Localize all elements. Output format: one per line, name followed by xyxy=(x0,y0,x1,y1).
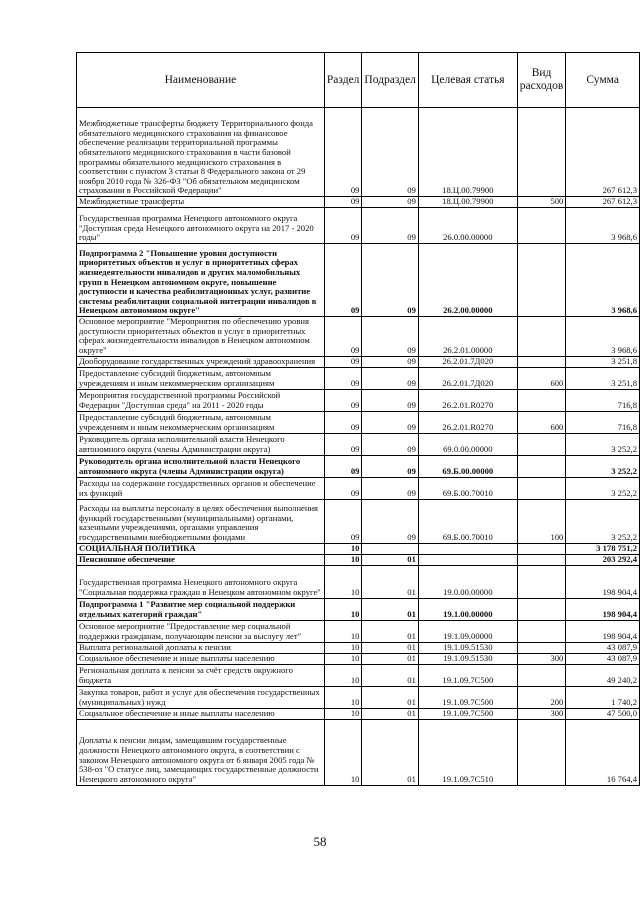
cell-sum: 1 740,2 xyxy=(566,686,640,708)
cell-vid: 500 xyxy=(517,197,566,208)
cell-sum: 43 087,9 xyxy=(566,653,640,664)
cell-podrazdel: 01 xyxy=(362,719,418,785)
cell-sum: 47 500,0 xyxy=(566,708,640,719)
cell-podrazdel: 09 xyxy=(362,455,418,477)
cell-podrazdel: 01 xyxy=(362,554,418,565)
cell-razdel: 09 xyxy=(324,317,362,357)
cell-name: Расходы на выплаты персоналу в целях обеспечения выполнения функций государственными (муниципальными) органами, казенными учреждениями, органами управления государственными внебюджетными фондами xyxy=(77,499,325,543)
header-row xyxy=(77,53,640,108)
cell-razdel: 10 xyxy=(324,543,362,554)
cell-target: 19.0.00.00000 xyxy=(418,565,517,598)
cell-target: 19.1.00.00000 xyxy=(418,598,517,620)
table-row xyxy=(77,197,640,208)
cell-podrazdel: 01 xyxy=(362,708,418,719)
cell-razdel: 09 xyxy=(324,197,362,208)
cell-sum: 3 968,6 xyxy=(566,244,640,317)
cell-name: Основное мероприятие "Мероприятия по обеспечению уровня доступности приоритетных объектов и услуг в приоритетных сферах жизнедеятельности инвалидов в Ненецком автономном округе" xyxy=(77,317,325,357)
cell-vid xyxy=(517,719,566,785)
cell-vid xyxy=(517,554,566,565)
cell-name: Социальное обеспечение и иные выплаты населению xyxy=(77,653,325,664)
cell-sum: 3 968,6 xyxy=(566,208,640,244)
cell-podrazdel: 01 xyxy=(362,598,418,620)
cell-vid xyxy=(517,543,566,554)
header-name: Наименование xyxy=(77,53,325,108)
cell-razdel: 09 xyxy=(324,108,362,197)
cell-podrazdel: 09 xyxy=(362,411,418,433)
table-row xyxy=(77,642,640,653)
cell-name: Мероприятия государственной программы Российской Федерации "Доступная среда" на 2011 - 2020 годы xyxy=(77,389,325,411)
cell-sum: 3 252,2 xyxy=(566,433,640,455)
cell-podrazdel xyxy=(362,543,418,554)
cell-name: Предоставление субсидий бюджетным, автономным учреждениям и иным некоммерческим организациям xyxy=(77,367,325,389)
table-row xyxy=(77,620,640,642)
cell-sum: 203 292,4 xyxy=(566,554,640,565)
cell-target: 19.1.09.7C510 xyxy=(418,719,517,785)
cell-vid xyxy=(517,664,566,686)
cell-vid xyxy=(517,598,566,620)
cell-razdel: 09 xyxy=(324,477,362,499)
cell-sum: 3 252,2 xyxy=(566,499,640,543)
cell-podrazdel: 09 xyxy=(362,477,418,499)
cell-target: 19.1.09.51530 xyxy=(418,653,517,664)
cell-target: 19.1.09.7C500 xyxy=(418,708,517,719)
table-row xyxy=(77,244,640,317)
cell-sum: 3 252,2 xyxy=(566,455,640,477)
cell-target: 69.Б.00.70010 xyxy=(418,477,517,499)
cell-name: Региональная доплата к пенсии за счёт средств окружного бюджета xyxy=(77,664,325,686)
cell-podrazdel: 09 xyxy=(362,108,418,197)
cell-razdel: 10 xyxy=(324,642,362,653)
cell-vid xyxy=(517,455,566,477)
cell-razdel: 09 xyxy=(324,455,362,477)
header-razdel: Раздел xyxy=(324,53,362,108)
cell-vid xyxy=(517,244,566,317)
cell-target: 18.Ц.00.79900 xyxy=(418,108,517,197)
table-row xyxy=(77,389,640,411)
cell-vid xyxy=(517,642,566,653)
cell-vid: 300 xyxy=(517,708,566,719)
cell-sum: 43 087,9 xyxy=(566,642,640,653)
table-body xyxy=(77,108,640,786)
cell-sum: 49 240,2 xyxy=(566,664,640,686)
cell-razdel: 10 xyxy=(324,686,362,708)
table-row xyxy=(77,477,640,499)
cell-sum: 3 252,2 xyxy=(566,477,640,499)
cell-target: 19.1.09.51530 xyxy=(418,642,517,653)
cell-sum: 16 764,4 xyxy=(566,719,640,785)
cell-name: Доплаты к пенсии лицам, замещавшим государственные должности Ненецкого автономного округа, в соответствии с законом Ненецкого автономного округа от 6 января 2005 года № 538-оз "О статусе лиц, замещающих государственные должности Ненецкого автономного округа" xyxy=(77,719,325,785)
table-row xyxy=(77,653,640,664)
cell-sum: 267 612,3 xyxy=(566,108,640,197)
cell-target: 69.Б.00.70010 xyxy=(418,499,517,543)
cell-name: Предоставление субсидий бюджетным, автономным учреждениям и иным некоммерческим организациям xyxy=(77,411,325,433)
cell-podrazdel: 09 xyxy=(362,317,418,357)
cell-vid: 600 xyxy=(517,411,566,433)
cell-razdel: 10 xyxy=(324,708,362,719)
cell-target: 18.Ц.00.79900 xyxy=(418,197,517,208)
cell-razdel: 10 xyxy=(324,653,362,664)
cell-sum: 3 251,8 xyxy=(566,367,640,389)
table-row xyxy=(77,598,640,620)
cell-podrazdel: 01 xyxy=(362,686,418,708)
cell-vid: 300 xyxy=(517,653,566,664)
cell-target: 19.1.09.00000 xyxy=(418,620,517,642)
table-row xyxy=(77,433,640,455)
cell-razdel: 10 xyxy=(324,598,362,620)
page-number: 58 xyxy=(313,834,327,849)
cell-podrazdel: 09 xyxy=(362,389,418,411)
cell-vid xyxy=(517,317,566,357)
cell-name: Основное мероприятие "Предоставление мер социальной поддержки гражданам, получающим пенсии за выслугу лет" xyxy=(77,620,325,642)
table-row xyxy=(77,455,640,477)
table-row xyxy=(77,719,640,785)
cell-name: Руководитель органа исполнительной власти Ненецкого автономного округа (члены Администрации округа) xyxy=(77,455,325,477)
cell-vid xyxy=(517,356,566,367)
cell-razdel: 10 xyxy=(324,620,362,642)
cell-target: 19.1.09.7C500 xyxy=(418,664,517,686)
cell-name: СОЦИАЛЬНАЯ ПОЛИТИКА xyxy=(77,543,325,554)
cell-vid xyxy=(517,565,566,598)
cell-name: Социальное обеспечение и иные выплаты населению xyxy=(77,708,325,719)
cell-target: 26.2.01.00000 xyxy=(418,317,517,357)
cell-name: Подпрограмма 1 "Развитие мер социальной поддержки отдельных категорий граждан" xyxy=(77,598,325,620)
table-row xyxy=(77,543,640,554)
cell-razdel: 09 xyxy=(324,499,362,543)
cell-sum: 716,8 xyxy=(566,389,640,411)
cell-podrazdel: 09 xyxy=(362,367,418,389)
cell-name: Расходы на содержание государственных органов и обеспечение их функций xyxy=(77,477,325,499)
cell-name: Руководитель органа исполнительной власти Ненецкого автономного округа (члены Администрации округа) xyxy=(77,433,325,455)
cell-sum: 3 968,6 xyxy=(566,317,640,357)
cell-target: 26.2.01.R0270 xyxy=(418,411,517,433)
cell-podrazdel: 01 xyxy=(362,620,418,642)
table-row xyxy=(77,356,640,367)
cell-target xyxy=(418,543,517,554)
cell-vid xyxy=(517,433,566,455)
cell-target: 69.0.00.00000 xyxy=(418,433,517,455)
cell-podrazdel: 01 xyxy=(362,664,418,686)
cell-sum: 716,8 xyxy=(566,411,640,433)
cell-razdel: 10 xyxy=(324,664,362,686)
cell-vid xyxy=(517,108,566,197)
table-row xyxy=(77,686,640,708)
cell-target: 26.0.00.00000 xyxy=(418,208,517,244)
cell-podrazdel: 09 xyxy=(362,208,418,244)
cell-target xyxy=(418,554,517,565)
cell-sum: 3 251,8 xyxy=(566,356,640,367)
cell-razdel: 09 xyxy=(324,411,362,433)
table-row xyxy=(77,554,640,565)
cell-vid xyxy=(517,208,566,244)
cell-razdel: 09 xyxy=(324,433,362,455)
cell-target: 69.Б.00.00000 xyxy=(418,455,517,477)
table-row xyxy=(77,317,640,357)
cell-vid xyxy=(517,389,566,411)
header-target: Целевая статья xyxy=(418,53,517,108)
cell-razdel: 10 xyxy=(324,719,362,785)
header-sum: Сумма xyxy=(566,53,640,108)
table-row xyxy=(77,367,640,389)
cell-name: Подпрограмма 2 "Повышение уровня доступности приоритетных объектов и услуг в приоритетных сферах жизнедеятельности инвалидов и других маломобильных групп в Ненецком автономном округе, повышение доступности и качества реабилитационных услуг, развитие системы реабилитации социальной интеграции инвалидов в Ненецком автономном округе" xyxy=(77,244,325,317)
cell-razdel: 09 xyxy=(324,244,362,317)
budget-table xyxy=(76,52,640,786)
table-row xyxy=(77,208,640,244)
header-vid: Вид расходов xyxy=(517,53,566,108)
cell-vid xyxy=(517,620,566,642)
table-row xyxy=(77,565,640,598)
cell-name: Государственная программа Ненецкого автономного округа "Социальная поддержка граждан в Ненецком автономном округе" xyxy=(77,565,325,598)
cell-target: 26.2.01.R0270 xyxy=(418,389,517,411)
cell-target: 26.2.00.00000 xyxy=(418,244,517,317)
header-podrazdel: Подраздел xyxy=(362,53,418,108)
cell-podrazdel: 01 xyxy=(362,642,418,653)
cell-target: 19.1.09.7C500 xyxy=(418,686,517,708)
cell-vid: 600 xyxy=(517,367,566,389)
cell-vid: 200 xyxy=(517,686,566,708)
cell-podrazdel: 01 xyxy=(362,565,418,598)
table-row xyxy=(77,708,640,719)
table-row xyxy=(77,664,640,686)
table-row xyxy=(77,108,640,197)
table-row xyxy=(77,411,640,433)
cell-name: Дооборудование государственных учреждений здравоохранения xyxy=(77,356,325,367)
cell-razdel: 09 xyxy=(324,389,362,411)
cell-name: Межбюджетные трансферты xyxy=(77,197,325,208)
cell-podrazdel: 09 xyxy=(362,356,418,367)
cell-razdel: 09 xyxy=(324,356,362,367)
cell-target: 26.2.01.7Д020 xyxy=(418,367,517,389)
cell-sum: 198 904,4 xyxy=(566,565,640,598)
cell-razdel: 10 xyxy=(324,565,362,598)
cell-name: Пенсионное обеспечение xyxy=(77,554,325,565)
table-header xyxy=(77,53,640,108)
cell-sum: 267 612,3 xyxy=(566,197,640,208)
cell-sum: 198 904,4 xyxy=(566,598,640,620)
cell-podrazdel: 01 xyxy=(362,653,418,664)
cell-name: Государственная программа Ненецкого автономного округа "Доступная среда Ненецкого автономного округа на 2017 - 2020 годы" xyxy=(77,208,325,244)
cell-vid: 100 xyxy=(517,499,566,543)
cell-sum: 3 178 751,2 xyxy=(566,543,640,554)
table-row xyxy=(77,499,640,543)
cell-vid xyxy=(517,477,566,499)
cell-sum: 198 904,4 xyxy=(566,620,640,642)
cell-razdel: 10 xyxy=(324,554,362,565)
cell-name: Выплата региональной доплаты к пенсии xyxy=(77,642,325,653)
cell-razdel: 09 xyxy=(324,208,362,244)
cell-podrazdel: 09 xyxy=(362,499,418,543)
cell-name: Межбюджетные трансферты бюджету Территориального фонда обязательного медицинского страхования на финансовое обеспечение реализации территориальной программы обязательного медицинского страхования в части базовой программы обязательного медицинского страхования в соответствии с пунктом 3 статьи 8 Федерального закона от 29 ноября 2010 года № 326-ФЗ "Об обязательном медицинском страховании в Российской Федерации" xyxy=(77,108,325,197)
cell-podrazdel: 09 xyxy=(362,244,418,317)
cell-podrazdel: 09 xyxy=(362,197,418,208)
cell-target: 26.2.01.7Д020 xyxy=(418,356,517,367)
cell-podrazdel: 09 xyxy=(362,433,418,455)
cell-name: Закупка товаров, работ и услуг для обеспечения государственных (муниципальных) нужд xyxy=(77,686,325,708)
cell-razdel: 09 xyxy=(324,367,362,389)
